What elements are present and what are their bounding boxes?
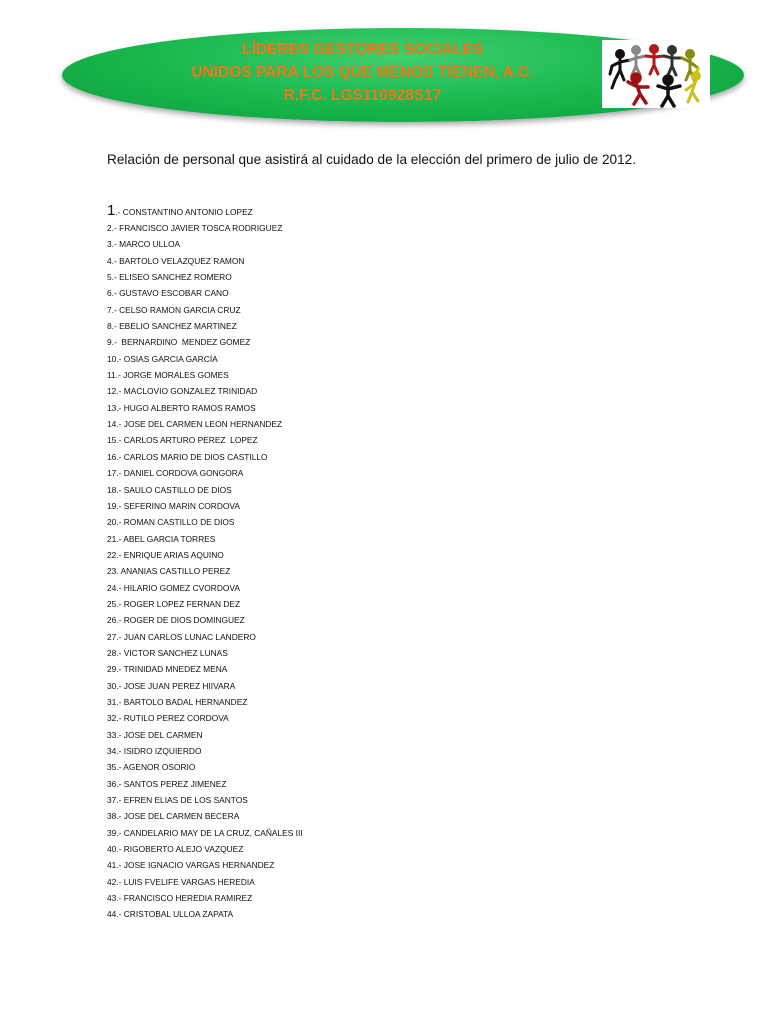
list-item: 38.- JOSE DEL CARMEN BECERA [107,811,240,822]
list-item: 44.- CRISTOBAL ULLOA ZAPATA [107,909,234,920]
list-item: 20.- ROMAN CASTILLO DE DIOS [107,517,235,528]
list-item: 25.- ROGER LOPEZ FERNAN DEZ [107,598,241,609]
list-item: 33.- JOSE DEL CARMEN [107,729,203,740]
list-first-name: .- CONSTANTINO ANTONIO LOPEZ [115,207,253,217]
intro-sentence: Relación de personal que asistirá al cuidado de la elección del primero de julio de 2012. [107,152,636,167]
list-item: 14.- JOSE DEL CARMEN LEON HERNANDEZ [107,419,283,430]
list-item: 30.- JOSE JUAN PEREZ HIIVARA [107,680,236,691]
list-item: 10.- OSIAS GARCIA GARCÍA [107,353,218,364]
list-item: 34.- ISIDRO IZQUIERDO [107,746,202,756]
list-item: 4.- BARTOLO VELAZQUEZ RAMON [107,255,245,266]
list-item: 31.- BARTOLO BADAL HERNANDEZ [107,696,248,707]
list-item: 40.- RIGOBERTO ALEJO VAZQUEZ [107,844,244,855]
list-item: 24.- HILARIO GOMEZ CVORDOVA [107,582,240,593]
org-name-line: LÍDERES GESTORES SOCIALES [242,41,483,58]
list-item: 13.- HUGO ALBERTO RAMOS RAMOS [107,402,256,413]
list-item: 9.- BERNARDINO MENDEZ GOMEZ [107,337,251,348]
list-item: 19.- SEFERINO MARIN CORDOVA [107,500,240,511]
list-item: 28.- VICTOR SANCHEZ LUNAS [107,647,228,658]
list-item: 11.- JORGE MORALES GOMES [107,370,229,381]
list-first-number: 1 [107,202,116,219]
list-item: 41.- JOSE IGNACIO VARGAS HERNANDEZ [107,860,275,871]
list-item: 21.- ABEL GARCIA TORRES [107,533,216,544]
list-item: 18.- SAULO CASTILLO DE DIOS [107,484,232,495]
list-item: 26.- ROGER DE DIOS DOMINGUEZ [107,615,245,626]
list-item: 39.- CANDELARIO MAY DE LA CRUZ, CAÑALES III [107,827,303,838]
organization-title [110,38,615,107]
org-subtitle-line: UNIDOS PARA LOS QUE MENOS TIENEN, A.C. [191,64,534,81]
list-item: 17.- DANIEL CORDOVA GONGORA [107,468,244,479]
list-item: 42.- LUIS FVELIFE VARGAS HEREDIA [107,876,255,887]
list-item: 29.- TRINIDAD MNEDEZ MENA [107,664,228,675]
people-circle-logo-icon [602,40,710,108]
list-item: 23. ANANIAS CASTILLO PEREZ [107,566,231,577]
staff-list [107,200,303,923]
list-item: 32.- RUTILO PEREZ CORDOVA [107,713,229,724]
list-item: 6.- GUSTAVO ESCOBAR CANO [107,288,229,299]
list-item [107,200,303,220]
list-item: 2.- FRANCISCO JAVIER TOSCA RODRIGUEZ [107,223,283,233]
list-item: 15.- CARLOS ARTURO PEREZ LOPEZ [107,435,258,446]
list-item: 37.- EFREN ELIAS DE LOS SANTOS [107,795,248,806]
list-item: 3.- MARCO ULLOA [107,239,181,250]
list-item: 12.- MACLOVIO GONZALEZ TRINIDAD [107,386,258,397]
list-item: 36.- SANTOS PEREZ JIMENEZ [107,778,227,789]
list-item: 22.- ENRIQUE ARIAS AQUINO [107,549,224,560]
list-item: 5.- ELISEO SANCHEZ ROMERO [107,272,232,283]
list-item: 27.- JUAN CARLOS LUNAC LANDERO [107,631,256,642]
list-item: 16.- CARLOS MARIO DE DIOS CASTILLO [107,451,268,462]
list-item: 8.- EBELIO SANCHEZ MARTINEZ [107,321,237,332]
list-item: 7.- CELSO RAMON GARCIA CRUZ [107,304,241,315]
list-item: 35.- AGENOR OSORIO [107,762,196,773]
org-rfc-line: R.F.C. LGS110928S17 [283,87,442,104]
list-item: 43.- FRANCISCO HEREDIA RAMIREZ [107,893,253,904]
